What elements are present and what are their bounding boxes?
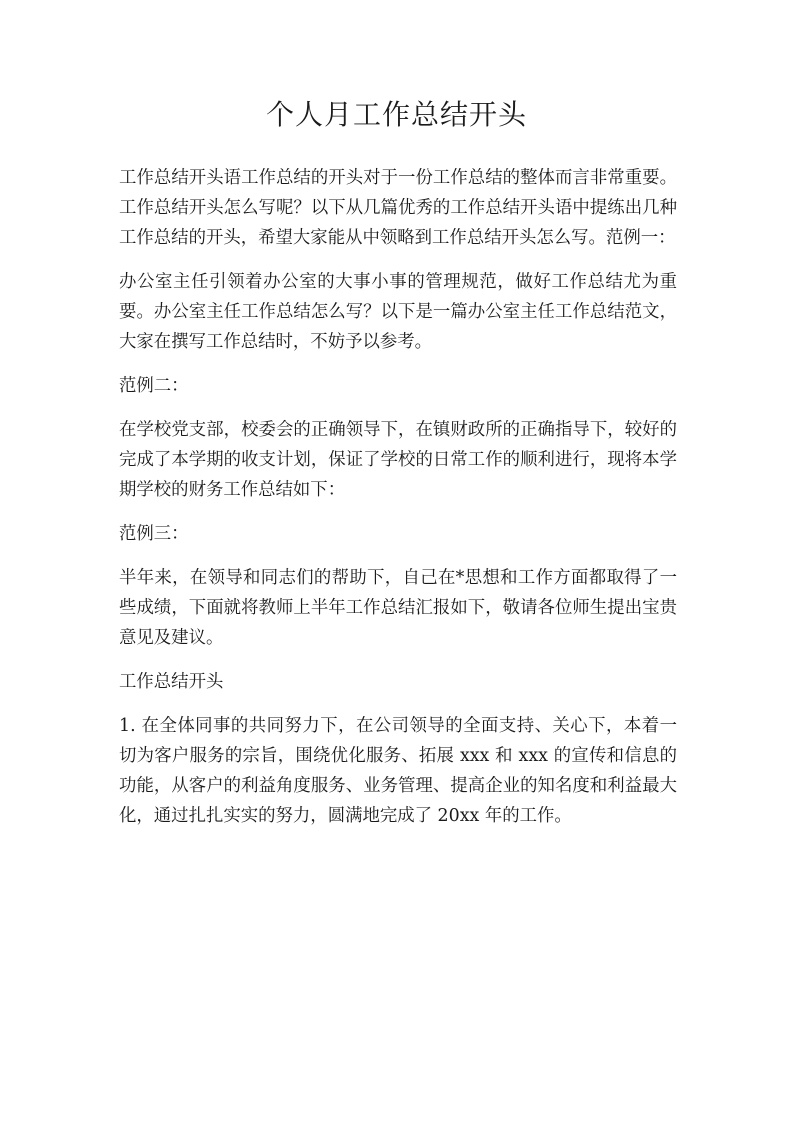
- document-title: 个人月工作总结开头: [265, 98, 527, 131]
- heading-work-summary-opening: 工作总结开头: [119, 672, 224, 692]
- paragraph-example-three: 半年来，在领导和同志们的帮助下，自己在*思想和工作方面都取得了一些成绩，下面就将教师上半年工作总结汇报如下，敬请各位师生提出宝贵意见及建议。: [119, 568, 677, 648]
- paragraph-example-one: 办公室主任引领着办公室的大事小事的管理规范，做好工作总结尤为重要。办公室主任工作总结怎么写？以下是一篇办公室主任工作总结范文，大家在撰写工作总结时，不妨予以参考。: [119, 272, 677, 352]
- heading-example-three: 范例三：: [119, 524, 189, 544]
- paragraph-intro: 工作总结开头语工作总结的开头对于一份工作总结的整体而言非常重要。工作总结开头怎么写呢？以下从几篇优秀的工作总结开头语中提练出几种工作总结的开头，希望大家能从中领略到工作总结开头怎么写。范例一：: [119, 168, 677, 248]
- paragraph-item-1: 1. 在全体同事的共同努力下，在公司领导的全面支持、关心下，本着一切为客户服务的宗旨，围绕优化服务、拓展 xxx 和 xxx 的宣传和信息的功能，从客户的利益角度服务、业务管理、提高企业的知名度和利益最大化，通过扎扎实实的努力，圆满地完成了 20xx 年的工作。: [119, 716, 677, 826]
- document-body: [119, 163, 677, 845]
- paragraph-example-two: 在学校党支部，校委会的正确领导下，在镇财政所的正确指导下，较好的完成了本学期的收支计划，保证了学校的日常工作的顺利进行，现将本学期学校的财务工作总结如下：: [119, 420, 677, 500]
- heading-example-two: 范例二：: [119, 376, 189, 396]
